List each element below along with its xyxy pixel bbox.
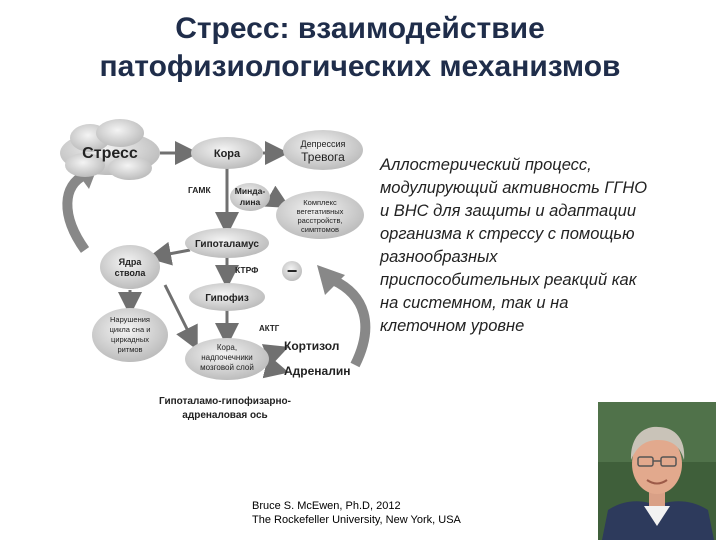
description-line: Аллостерический процесс, [380,156,592,174]
complex-label-3: расстройств, [297,216,343,225]
hypothalamus-label: Гипоталамус [195,239,259,250]
hpa-axis-diagram [55,105,375,435]
stress-label: Стресс [82,145,138,162]
cortex-label: Кора [213,148,241,160]
crf-label: КТРФ [235,265,259,275]
description-line: модулирующий активность ГГНО [380,179,648,197]
amygdala-label-2: лина [239,197,261,207]
acth-label: АКТГ [259,324,280,333]
left-feedback-arrow [67,175,85,250]
depression-label: Депрессия [300,139,346,149]
description-line: организма к стрессу с помощью [380,225,635,243]
adrenal-label-2: надпочечники [201,353,253,362]
sleep-label-4: ритмов [117,345,143,354]
stress-cloud [60,119,160,180]
adrenaline-label: Адреналин [284,364,351,378]
sleep-label-1: Нарушения [109,315,151,324]
description-line: на системном, так и на [380,294,569,312]
amygdala-label-1: Минда- [234,186,266,196]
inhibition-minus: − [286,261,298,281]
citation-author: Bruce S. McEwen, Ph.D, 2012 [252,500,401,512]
adrenal-label-3: мозговой слой [200,363,254,372]
brainstem-node [100,245,160,289]
slide-title [0,10,720,86]
citation [252,499,552,527]
description-line: приспособительных реакций как [380,271,637,289]
cortisol-label: Кортизол [284,339,340,353]
title-line-2: патофизиологических механизмов [99,50,621,83]
brainstem-label-2: ствола [114,268,146,278]
description-line: клеточном уровне [380,317,525,335]
pituitary-label: Гипофиз [205,293,249,304]
adrenal-label-1: Кора, [216,343,238,352]
title-line-1: Стресс: взаимодействие [175,12,545,45]
hypothalamus-to-brainstem-arrow [153,250,190,257]
complex-label-4: симптомов [301,225,339,234]
gaba-label: ГАМК [188,185,211,195]
complex-label-2: вегетативных [296,207,344,216]
description-line: разнообразных [380,248,498,266]
anxiety-label: Тревога [301,150,345,164]
sleep-label-3: циркадных [111,335,149,344]
brainstem-label-1: Ядра [118,257,142,267]
depression-anxiety-cloud [283,130,363,170]
description-line: и ВНС для защиты и адаптации [380,202,637,220]
sleep-label-2: цикла сна и [109,325,151,334]
adrenal-to-cortisol-arrow [267,349,283,355]
author-photo [598,402,716,540]
axis-caption-1: Гипоталамо-гипофизарно- [159,396,291,407]
description-text [380,154,715,338]
citation-affiliation: The Rockefeller University, New York, USA [252,514,461,526]
adrenal-to-adrenaline-arrow [267,367,283,371]
axis-caption-2: адреналовая ось [182,410,268,421]
complex-label-1: Комплекс [303,198,337,207]
